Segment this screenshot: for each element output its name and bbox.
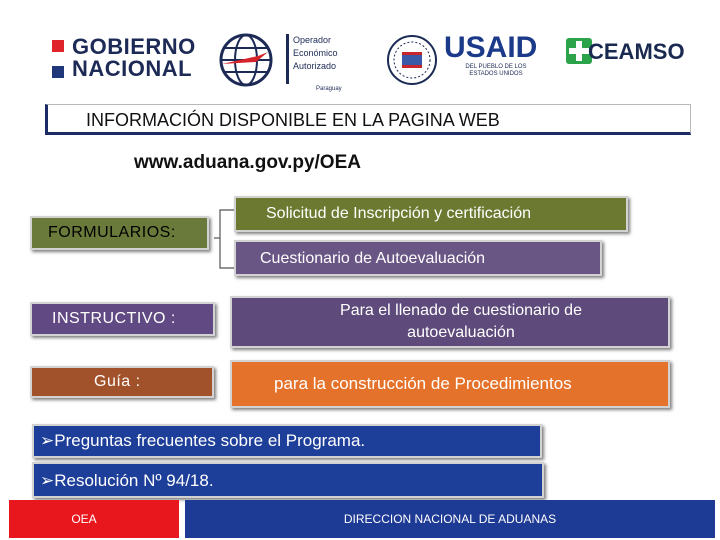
usaid-subtitle xyxy=(452,64,540,78)
website-url[interactable]: www.aduana.gov.py/OEA xyxy=(134,152,361,173)
cuestionario-link[interactable]: Cuestionario de Autoevaluación xyxy=(234,240,602,276)
usaid-sub-line1: DEL PUEBLO DE LOS xyxy=(465,64,527,70)
ceamso-logo: CEAMSO xyxy=(588,39,685,64)
gobierno-line1: GOBIERNO xyxy=(72,34,196,59)
oea-line2: Económico xyxy=(293,48,338,58)
oea-logo xyxy=(286,34,366,90)
gobierno-nacional-mark-icon xyxy=(52,40,64,80)
globe-icon xyxy=(218,32,274,88)
footer-dna: DIRECCION NACIONAL DE ADUANAS xyxy=(185,500,715,538)
gobierno-line2: NACIONAL xyxy=(72,56,193,81)
usaid-title: USAID xyxy=(444,31,538,64)
guia-procedimientos-link[interactable]: para la construcción de Procedimientos xyxy=(230,360,670,408)
solicitud-link[interactable]: Solicitud de Inscripción y certificación xyxy=(234,196,628,232)
gobierno-nacional-logo xyxy=(72,36,196,80)
usaid-logo xyxy=(444,32,537,64)
footer-oea: OEA xyxy=(9,500,179,538)
llenado-line1: Para el llenado de cuestionario de xyxy=(340,302,582,319)
oea-country: Paraguay xyxy=(316,86,342,92)
oea-line1: Operador xyxy=(293,35,332,45)
instructivo-box: INSTRUCTIVO : xyxy=(30,302,215,336)
guia-box: Guía : xyxy=(30,366,214,398)
llenado-line2: autoevaluación xyxy=(407,324,515,341)
preguntas-frecuentes-link[interactable]: ➢Preguntas frecuentes sobre el Programa. xyxy=(32,424,542,458)
formularios-box: FORMULARIOS: xyxy=(30,216,209,250)
page-title: INFORMACIÓN DISPONIBLE EN LA PAGINA WEB xyxy=(86,110,500,130)
seal-icon xyxy=(386,34,438,86)
resolucion-link[interactable]: ➢Resolución Nº 94/18. xyxy=(32,462,544,498)
instructivo-llenado-link[interactable] xyxy=(230,296,670,348)
usaid-sub-line2: ESTADOS UNIDOS xyxy=(469,71,523,77)
oea-line3: Autorizado xyxy=(293,61,337,71)
